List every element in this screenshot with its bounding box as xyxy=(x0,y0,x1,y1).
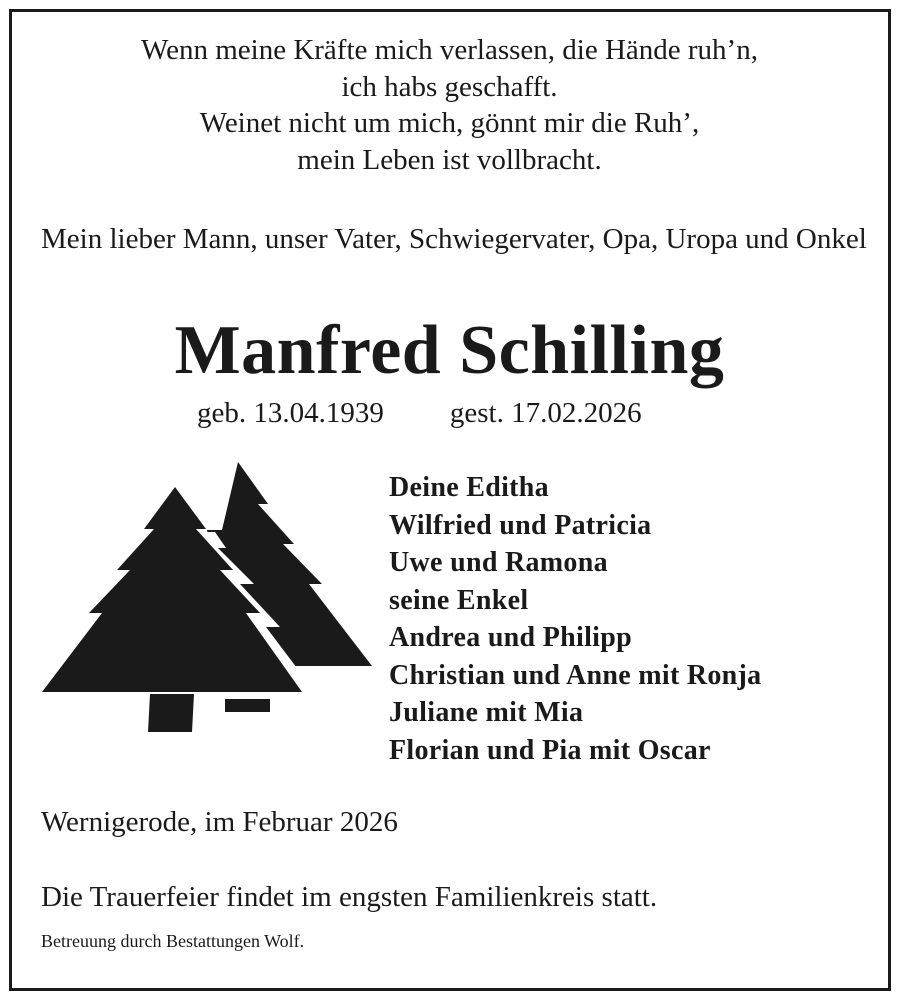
two-fir-trees-icon xyxy=(40,460,375,738)
mourners-list xyxy=(389,469,761,769)
poem xyxy=(0,32,899,178)
mourner-entry: Christian und Anne mit Ronja xyxy=(389,659,762,691)
undertaker-note: Betreuung durch Bestattungen Wolf. xyxy=(41,931,305,951)
place-and-date: Wernigerode, im Februar 2026 xyxy=(41,806,398,838)
mourner-entry: Deine Editha xyxy=(389,472,549,503)
mourner-entry: Uwe und Ramona xyxy=(389,547,608,578)
mourner-entry: Florian und Pia mit Oscar xyxy=(389,734,711,766)
back-tree-trunk-icon xyxy=(225,699,270,712)
front-tree-trunk-icon xyxy=(148,694,194,732)
deceased-name: Manfred Schilling xyxy=(174,312,725,389)
mourner-entry: Andrea und Philipp xyxy=(389,622,632,653)
mourner-entry: seine Enkel xyxy=(389,584,529,616)
life-dates xyxy=(197,395,642,431)
poem-line: ich habs geschafft. xyxy=(341,70,558,103)
mourner-entry: Juliane mit Mia xyxy=(389,697,584,728)
mourner-entry: Wilfried und Patricia xyxy=(389,509,652,541)
intro-text: Mein lieber Mann, unser Vater, Schwiegervater, Opa, Uropa und Onkel xyxy=(41,223,867,255)
poem-line: Wenn meine Kräfte mich verlassen, die Hände ruh’n, xyxy=(141,34,758,66)
birth-date: geb. 13.04.1939 xyxy=(197,397,384,429)
funeral-note: Die Trauerfeier findet im engsten Familienkreis statt. xyxy=(41,881,658,913)
poem-line: Weinet nicht um mich, gönnt mir die Ruh’, xyxy=(199,107,700,139)
death-date: gest. 17.02.2026 xyxy=(449,397,642,429)
poem-line: mein Leben ist vollbracht. xyxy=(297,143,602,176)
